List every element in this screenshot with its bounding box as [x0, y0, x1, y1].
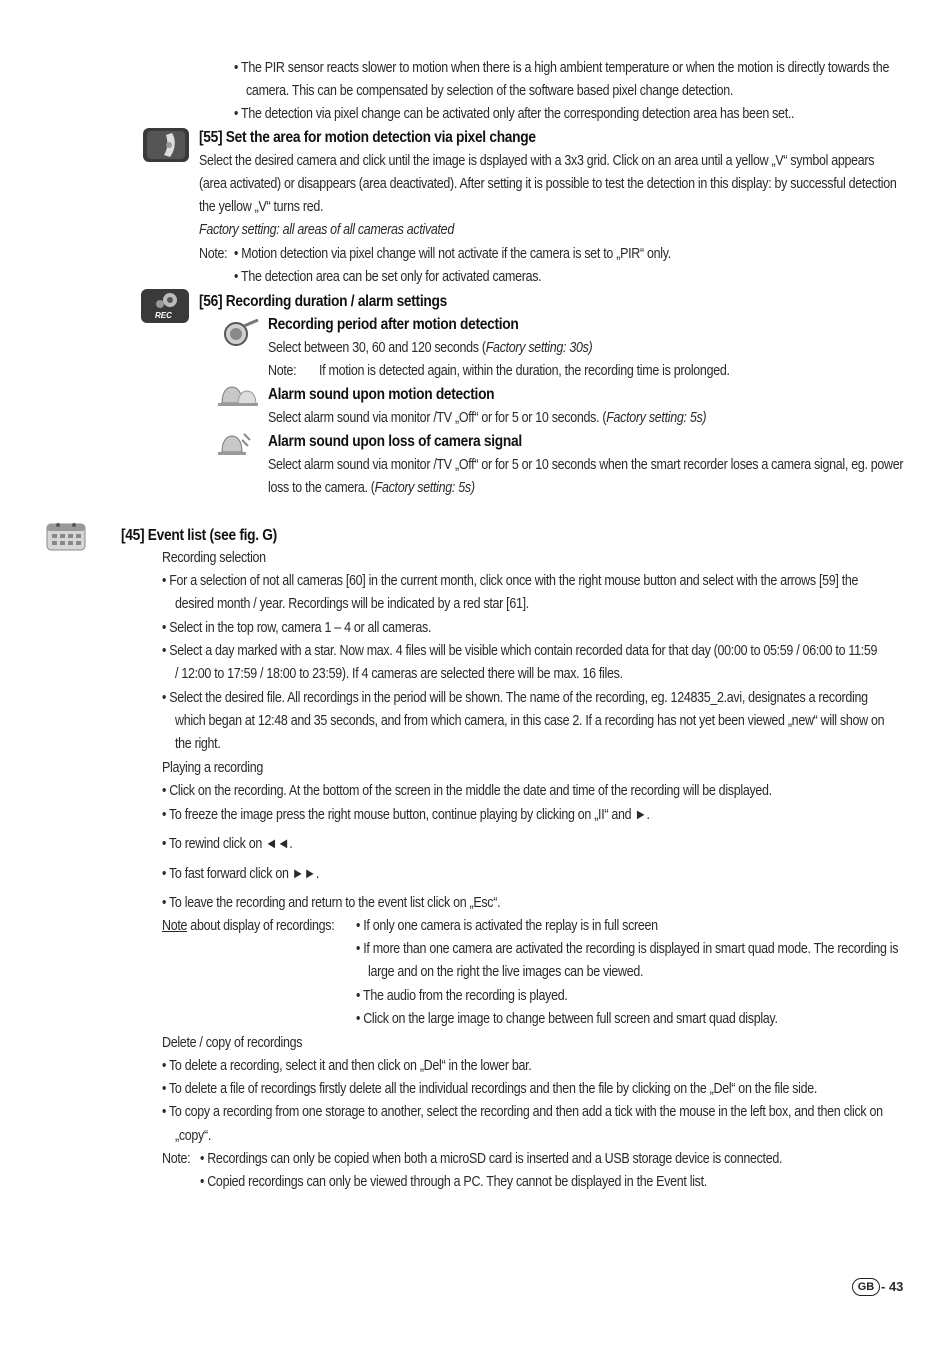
- am-text: Select alarm sound via monitor /TV „Off“ or for 5 or 10 seconds. (Factory setting: 5s): [268, 410, 707, 426]
- del-bullet1: • To delete a recording, select it and then click on „Del“ in the lower bar.: [162, 1058, 532, 1074]
- section-45-heading: [45] Event list (see fig. G): [121, 527, 277, 544]
- rs-bullet4-cont2: the right.: [175, 736, 221, 752]
- bullet-pir-cont: camera. This can be compensated by selection of the software based pixel change detection.: [246, 83, 734, 99]
- section-56-heading: [56] Recording duration / alarm settings: [199, 293, 447, 310]
- play-bullet2: • To freeze the image press the right mouse button, continue playing by clicking on „II“ and ►.: [162, 807, 650, 823]
- rs-bullet3-cont: / 12:00 to 17:59 / 18:00 to 23:59). If 4 cameras are selected there will be max. 16 files.: [175, 666, 623, 682]
- s55-para-line1: Select the desired camera and click until the image is dsplayed with a 3x3 grid. Click on an area until a yellow „V“ symbol appears: [199, 153, 875, 169]
- s55-note-label: Note:: [199, 246, 228, 262]
- display-note-label: Note about display of recordings:: [162, 918, 335, 934]
- display-note2-cont: large and on the right the live images can be viewed.: [368, 964, 644, 980]
- al-title: Alarm sound upon loss of camera signal: [268, 433, 522, 450]
- recording-selection-heading: Recording selection: [162, 550, 266, 566]
- al-text-line1: Select alarm sound via monitor /TV „Off“ or for 5 or 10 seconds when the smart recorder loses a camera signal, eg. power: [268, 457, 904, 473]
- copy-note2: • Copied recordings can only be viewed through a PC. They cannot be displayed in the Event list.: [200, 1174, 707, 1190]
- al-text-line2: loss to the camera. (Factory setting: 5s): [268, 480, 475, 496]
- s55-para-line3: the yellow „V“ turns red.: [199, 199, 324, 215]
- rs-bullet3: • Select a day marked with a star. Now max. 4 files will be visible which contain recorded data for that day (00:00 to 05:59 / 06:00 to 11:59: [162, 643, 878, 659]
- rp-text: Select between 30, 60 and 120 seconds (Factory setting: 30s): [268, 340, 593, 356]
- motion-area-icon: [142, 127, 190, 163]
- rs-bullet1: • For a selection of not all cameras [60] in the current month, click once with the right mouse button and select with the arrows [59] the: [162, 573, 859, 589]
- copy-note-label: Note:: [162, 1151, 191, 1167]
- bell-icon: [214, 383, 260, 409]
- display-note3: • The audio from the recording is played.: [356, 988, 568, 1004]
- rp-note: If motion is detected again, within the duration, the recording time is prolonged.: [319, 363, 730, 379]
- rs-bullet2: • Select in the top row, camera 1 – 4 or all cameras.: [162, 620, 432, 636]
- copy-note1: • Recordings can only be copied when both a microSD card is inserted and a USB storage device is connected.: [200, 1151, 783, 1167]
- del-bullet3: • To copy a recording from one storage to another, select the recording and then add a tick with the mouse in the left box, and then click on: [162, 1104, 883, 1120]
- s55-factory-setting: Factory setting: all areas of all cameras activated: [199, 222, 454, 238]
- rs-bullet1-cont: desired month / year. Recordings will be indicated by a red star [61].: [175, 596, 529, 612]
- display-note1: • If only one camera is activated the replay is in full screen: [356, 918, 658, 934]
- section-55-heading: [55] Set the area for motion detection via pixel change: [199, 129, 536, 146]
- delete-copy-heading: Delete / copy of recordings: [162, 1035, 303, 1051]
- play-bullet3: • To rewind click on ◄◄.: [162, 836, 293, 852]
- country-badge: GB: [852, 1278, 880, 1296]
- rs-bullet4: • Select the desired file. All recordings in the period will be shown. The name of the recording, eg. 124835_2.avi, designates a recording: [162, 690, 868, 706]
- page-number: - 43: [881, 1279, 904, 1294]
- playing-heading: Playing a recording: [162, 760, 264, 776]
- del-bullet3-cont: „copy“.: [175, 1128, 212, 1144]
- rp-title: Recording period after motion detection: [268, 316, 519, 333]
- s55-para-line2: (area activated) or disappears (area deactivated). After setting it is possible to test the detection in this display: by successful detection: [199, 176, 897, 192]
- am-title: Alarm sound upon motion detection: [268, 386, 495, 403]
- bullet-detection: • The detection via pixel change can be activated only after the corresponding detection area has been set..: [234, 106, 795, 122]
- recording-settings-icon: [140, 288, 190, 324]
- svg-text:REC: REC: [155, 311, 172, 320]
- del-bullet2: • To delete a file of recordings firstly delete all the individual recordings and then the file by clicking on the „Del“ on the file side.: [162, 1081, 818, 1097]
- bell-signal-icon: [214, 430, 254, 460]
- s55-note2: • The detection area can be set only for activated cameras.: [234, 269, 542, 285]
- bullet-pir: • The PIR sensor reacts slower to motion when there is a high ambient temperature or when the motion is directly towards the: [234, 60, 890, 76]
- play-bullet5: • To leave the recording and return to the event list click on „Esc“.: [162, 895, 501, 911]
- s55-note1: • Motion detection via pixel change will not activate if the camera is set to „PIR“ only.: [234, 246, 671, 262]
- rs-bullet4-cont: which began at 12:48 and 35 seconds, and from which camera, in this case 2. If a recording has not yet been viewed „new“ will show on: [175, 713, 885, 729]
- display-note4: • Click on the large image to change between full screen and smart quad display.: [356, 1011, 778, 1027]
- event-list-calendar-icon: [46, 521, 86, 551]
- play-bullet4: • To fast forward click on ►►.: [162, 866, 320, 882]
- play-bullet1: • Click on the recording. At the bottom of the screen in the middle the date and time of the recording will be displayed.: [162, 783, 772, 799]
- rp-note-label: Note:: [268, 363, 297, 379]
- stopwatch-icon: [218, 318, 262, 348]
- display-note2: • If more than one camera are activated the recording is displayed in smart quad mode. The recording is: [356, 941, 899, 957]
